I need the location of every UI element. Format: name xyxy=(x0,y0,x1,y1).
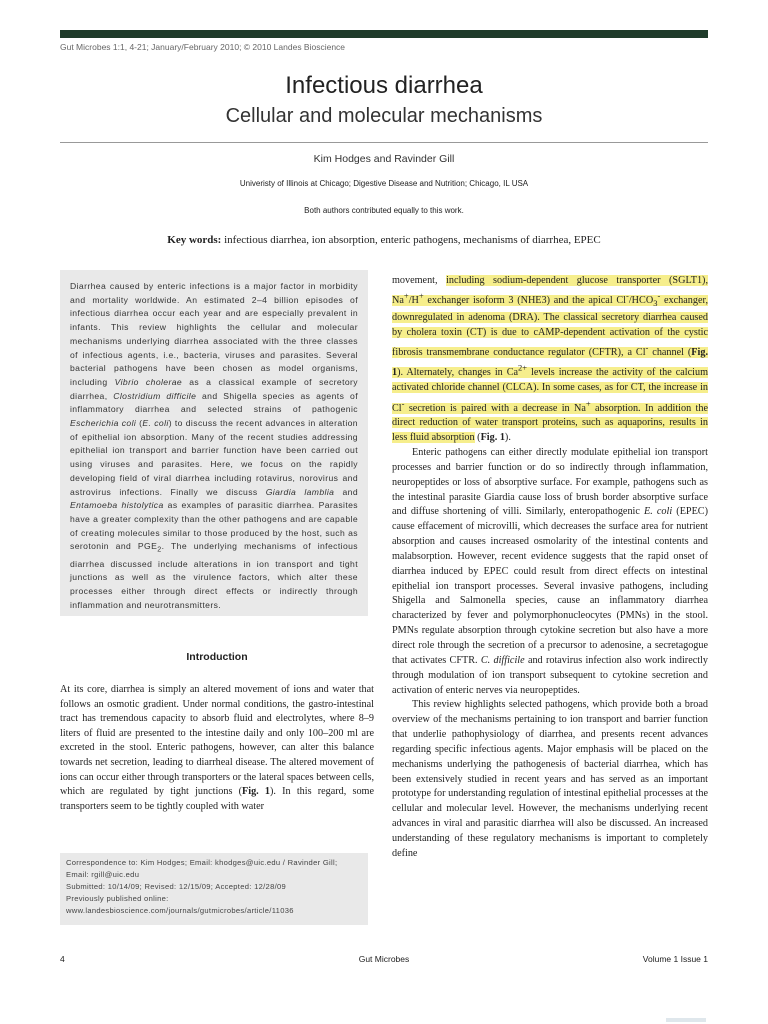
correspondence-box xyxy=(60,853,368,925)
journal-citation: Gut Microbes 1:1, 4-21; January/February 2010; © 2010 Landes Bioscience xyxy=(60,42,346,52)
equal-contribution-note: Both authors contributed equally to this work. xyxy=(304,206,464,215)
right-column xyxy=(392,274,708,862)
article-url[interactable]: www.landesbioscience.com/journals/gutmicrobes/article/11036 xyxy=(66,906,294,915)
page-number: 4 xyxy=(60,954,65,964)
keywords-list: infectious diarrhea, ion absorption, enteric pathogens, mechanisms of diarrhea, EPEC xyxy=(224,234,601,246)
published-online-label: Previously published online: xyxy=(66,894,169,903)
introduction-body xyxy=(60,683,374,814)
abstract-text: Diarrhea caused by enteric infections is a major factor in morbidity and mortality worldwide. An estimated 2–4 billion episodes of infectious diarrhea occur each year and are especially prevalent in infants. This review highlights the cellular and molecular mechanisms underlying diarrhea associated with the three classes of infectious agents, i.e., bacteria, viruses and parasites. Several bacterial pathogens have been chosen as model organisms, including Vibrio cholerae as a classical example of secretory diarrhea, Clostridium difficile and Shigella species as agents of inflammatory diarrhea and selected strains of pathogenic Escherichia coli (E. coli) to discuss the recent advances in alteration of epithelial ion absorption. Many of the recent studies addressing epithelial ion transport and barrier function have been carried out using viruses and parasites. Here, we focus on the rapidly developing field of viral diarrhea including rotavirus, norovirus and astrovirus infections. Finally we discuss Giardia lamblia and Entamoeba histolytica as examples of parasitic diarrhea. Parasites have a greater complexity than the other pathogens and are capable of creating molecules similar to those produced by the host, such as serotonin and $PGE_2$. The underlying mechanisms of infectious diarrhea discussed include alterations in ion transport and tight junctions as well as the virulence factors, which alter these processes either through direct effects or indirectly through inflammation and neurotransmitters. xyxy=(70,281,359,610)
authors: Kim Hodges and Ravinder Gill xyxy=(313,153,455,165)
figure-reference[interactable]: Fig. 1 xyxy=(242,786,270,798)
page-edge-mark xyxy=(666,1018,706,1022)
body-paragraph: This review highlights selected pathogens, which provide both a broad overview of the mechanisms pertaining to ion transport and barrier function that underlie pathophysiology of diarrhea, and presents recent advances regarding specific infectious agents. Major emphasis will be placed on the mechanisms underlying the pathogenesis of bacterial diarrhea, which has been extensively studied in recent years and has served as an important prototype for understanding regulation of intestinal epithelial processes at the cellular and molecular level. However, the mechanisms underlying recent advances in viral and parasitic diarrhea will also be discussed. An increased understanding of these regulatory mechanisms is important to completely define xyxy=(392,699,708,859)
figure-reference[interactable]: Fig. 1 xyxy=(480,432,505,444)
introduction-heading: Introduction xyxy=(186,651,248,663)
article-subtitle: Cellular and molecular mechanisms xyxy=(225,105,543,127)
keywords-label: Key words: xyxy=(167,234,222,246)
correspondence-line: Correspondence to: Kim Hodges; Email: khodges@uic.edu / Ravinder Gill; xyxy=(66,858,338,867)
footer-journal: Gut Microbes xyxy=(358,954,410,964)
abstract-box xyxy=(60,270,368,616)
affiliation: Univeristy of Illinois at Chicago; Digestive Disease and Nutrition; Chicago, IL USA xyxy=(239,179,529,188)
highlighted-paragraph: movement, including sodium-dependent glucose transporter (SGLT1), Na+/H+ exchanger isoform 3 (NHE3) and the apical $Cl^-/HCO_3^-$ exchanger, downregulated in adenoma (DRA). The classical secretory diarrhea caused by cholera toxin (CT) is due to cAMP-dependent activation of the cystic fibrosis transmembrane conductance regulator (CFTR), a Cl- channel (Fig. 1). Alternately, changes in $Ca^{2+}$ levels increase the activity of the calcium activated chloride channel (CLCA). In some cases, as for CT, the increase in Cl- secretion is paired with a decrease in Na+ absorption. In addition the direct reduction of water transport proteins, such as aquaporins, results in less fluid absorption (Fig. 1). xyxy=(392,275,708,444)
correspondence-line: Email: rgill@uic.edu xyxy=(66,870,140,879)
submission-dates: Submitted: 10/14/09; Revised: 12/15/09; Accepted: 12/28/09 xyxy=(66,882,287,891)
article-title: Infectious diarrhea xyxy=(285,72,483,99)
figure-reference[interactable]: Fig. 1 xyxy=(392,347,708,379)
title-divider xyxy=(60,142,708,143)
highlighted-text: including sodium-dependent glucose transporter (SGLT1), Na+/H+ exchanger isoform 3 (NHE3) and the apical $Cl^-/HCO_3^-$ exchanger, downregulated in adenoma (DRA). The classical secretory diarrhea caused by cholera toxin (CT) is due to cAMP-dependent activation of the cystic fibrosis transmembrane conductance regulator (CFTR), a Cl- channel (Fig. 1). Alternately, changes in $Ca^{2+}$ levels increase the activity of the calcium activated chloride channel (CLCA). In some cases, as for CT, the increase in Cl- secretion is paired with a decrease in Na+ absorption. In addition the direct reduction of water transport proteins, such as aquaporins, results in less fluid absorption xyxy=(392,275,708,444)
keywords xyxy=(0,234,768,246)
introduction-paragraph: At its core, diarrhea is simply an altered movement of ions and water that follows an osmotic gradient. Under normal conditions, the gastro-intestinal tract has tremendous capacity to absorb fluid and electrolytes, where 8–9 liters of fluid are presented to the intestine daily and only 100–200 ml are excreted in the stool. Enteric pathogens, however, can alter this balance towards net secretion, leading to diarrheal disease. The altered movement of ions can occur either through transporters or the lateral spaces between cells, which are regulated by tight junctions (Fig. 1). In this regard, some transporters seem to be tightly coupled with water xyxy=(60,684,374,812)
header-bar xyxy=(60,30,708,38)
body-paragraph: Enteric pathogens can either directly modulate epithelial ion transport processes and barrier function or do so indirectly through inflammation, neuropeptides or loss of absorptive surface. For example, pathogens such as the intestinal parasite Giardia cause loss of brush border absorptive surface and diffuse shortening of villi. Similarly, enteropathogenic E. coli (EPEC) cause effacement of microvilli, which decreases the surface area for nutrient absorption and causes increased osmolarity of the intestinal contents and malabsorption. However, recent evidence suggests that the rapid onset of diarrhea induced by EPEC could result from direct effects on intestinal epithelial ion transport processes. Several invasive pathogens, including Shigella and Salmonella species, cause an inflammatory diarrhea characterized by fever and polymorphonucleocytes (PMNs) in the stool. PMNs regulate absorption through cytokine secretion but also have a more direct role through the secretion of a precursor to adenosine, a secretagogue that activates CFTR. C. difficile and rotavirus infection also work indirectly through modulation of ion transport subsequent to cytokine secretion and activation of enteric nerves via neuropeptides. xyxy=(392,447,708,696)
footer-volume: Volume 1 Issue 1 xyxy=(642,954,708,964)
